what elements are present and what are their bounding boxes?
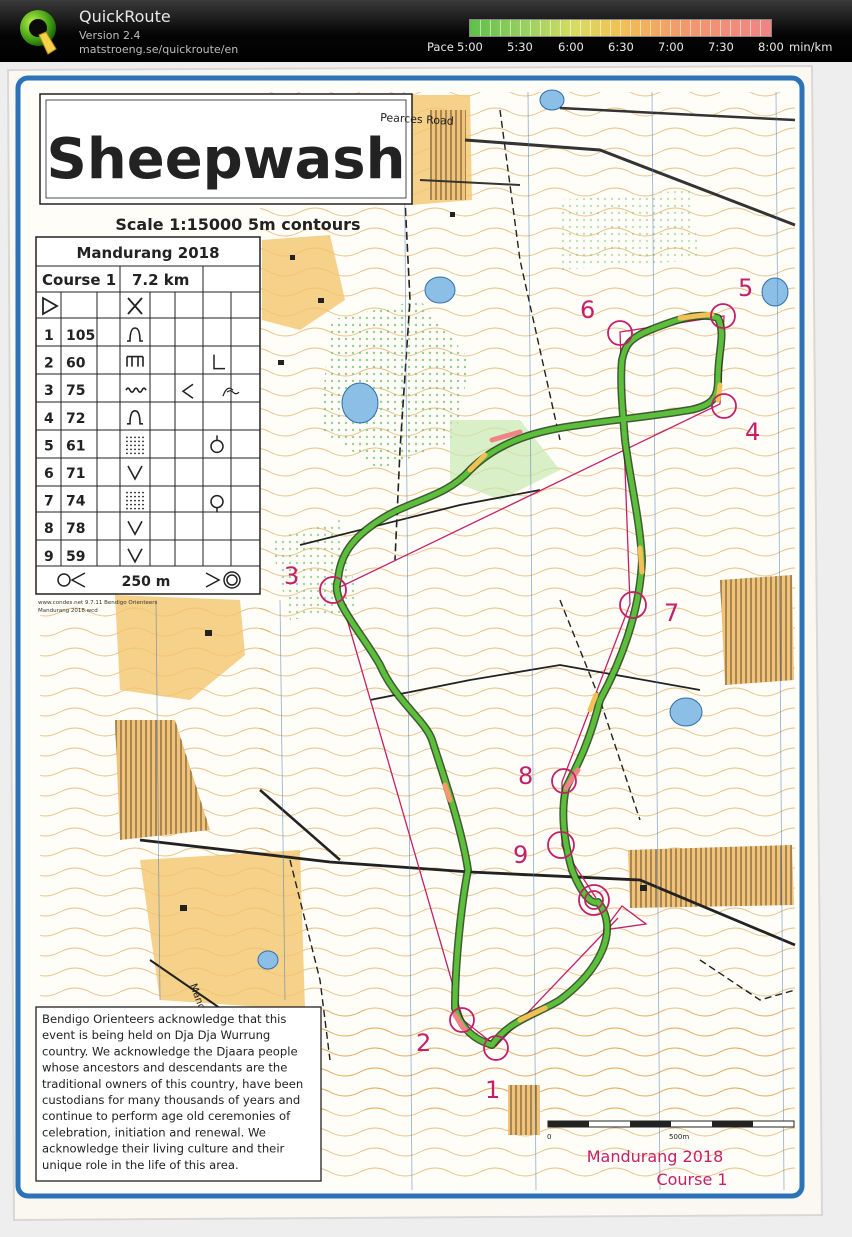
vegetation-dot	[142, 504, 144, 506]
vegetation-dot	[134, 449, 136, 451]
vegetation-dot	[142, 492, 144, 494]
vegetation-dot	[138, 508, 140, 510]
vegetation-dot	[126, 453, 128, 455]
pace-scale-segment	[590, 20, 591, 36]
pace-scale-segment	[750, 20, 751, 36]
pace-tick-label: 7:00	[658, 40, 684, 54]
pace-tick-label: 7:30	[708, 40, 734, 54]
control-number: 9	[44, 548, 54, 565]
software-credit-2: Mandurang 2018.wcd	[38, 608, 98, 614]
vegetation-dot	[134, 437, 136, 439]
vegetation-dot	[142, 453, 144, 455]
vegetation-dot	[138, 504, 140, 506]
pace-tick-label: 5:30	[507, 40, 533, 54]
pace-scale-segment	[540, 20, 541, 36]
control-code: 74	[66, 493, 86, 510]
pace-color-scale	[469, 19, 772, 37]
pace-scale-segment	[520, 20, 521, 36]
vegetation-dot	[142, 437, 144, 439]
vegetation-dot	[138, 441, 140, 443]
event-name: Mandurang 2018	[76, 244, 220, 262]
control-number: 4	[44, 410, 54, 427]
pace-scale-segment	[570, 20, 571, 36]
pace-scale-segment	[720, 20, 721, 36]
acknowledgement-line: unique role in the life of this area.	[42, 1157, 239, 1172]
vegetation-dot	[130, 441, 132, 443]
pace-scale-segment	[630, 20, 631, 36]
pace-scale-segment	[710, 20, 711, 36]
control-number: 2	[44, 355, 54, 372]
pace-scale-segment	[580, 20, 581, 36]
course-name: Course 1	[42, 271, 117, 289]
road-label: Pearces Road	[379, 111, 455, 128]
pace-scale-segment	[510, 20, 511, 36]
vegetation-dot	[138, 453, 140, 455]
vegetation-dot	[134, 492, 136, 494]
pace-scale-segment	[660, 20, 661, 36]
vegetation-dot	[138, 496, 140, 498]
orienteering-map[interactable]	[0, 62, 852, 1237]
vegetation-dot	[142, 449, 144, 451]
pace-scale-segment	[650, 20, 651, 36]
vegetation-dot	[134, 508, 136, 510]
control-code: 59	[66, 548, 86, 565]
pace-prefix-label: Pace	[427, 40, 454, 54]
vegetation-dot	[130, 496, 132, 498]
vegetation-dot	[130, 449, 132, 451]
control-number: 8	[44, 521, 54, 538]
acknowledgement-line: traditional owners of this country, have been	[42, 1076, 304, 1091]
control-number: 5	[44, 438, 54, 455]
vegetation-dot	[138, 492, 140, 494]
control-label: 1	[485, 1076, 501, 1104]
acknowledgement-line: country. We acknowledge the Djaara people	[42, 1044, 298, 1059]
vegetation-dot	[130, 445, 132, 447]
vegetation-dot	[138, 449, 140, 451]
vegetation-dot	[138, 500, 140, 502]
vegetation-dot	[126, 496, 128, 498]
software-credit: www.condes.net 9.7.11 Bendigo Orienteers	[38, 600, 158, 606]
scale-500m: 500m	[669, 1133, 690, 1141]
vegetation-dot	[134, 441, 136, 443]
app-name: QuickRoute	[79, 7, 171, 26]
pace-scale-segment	[740, 20, 741, 36]
pace-tick-label: 5:00	[457, 40, 483, 54]
map-title: Sheepwash	[46, 127, 406, 192]
vegetation-dot	[126, 500, 128, 502]
control-label: 8	[518, 762, 534, 790]
quickroute-logo-icon	[18, 8, 62, 56]
control-number: 3	[44, 383, 54, 400]
pace-scale-segment	[620, 20, 621, 36]
map-scale-text: Scale 1:15000 5m contours	[115, 215, 361, 234]
vegetation-dot	[130, 508, 132, 510]
control-label: 9	[513, 841, 529, 869]
control-code: 105	[66, 328, 96, 344]
control-description-table	[36, 237, 260, 614]
vegetation-dot	[126, 492, 128, 494]
scale-zero: 0	[547, 1133, 552, 1141]
acknowledgement-line: continue to perform age old ceremonies of	[42, 1109, 291, 1124]
vegetation-dot	[126, 441, 128, 443]
control-code: 71	[66, 466, 86, 482]
pace-tick-label: 6:30	[608, 40, 634, 54]
pace-scale-segment	[640, 20, 641, 36]
pace-scale-segment	[680, 20, 681, 36]
vegetation-dot	[138, 445, 140, 447]
control-code: 78	[66, 521, 86, 538]
vegetation-dot	[134, 445, 136, 447]
pace-scale-segment	[560, 20, 561, 36]
pace-scale-segment	[730, 20, 731, 36]
pace-scale-segment	[500, 20, 501, 36]
vegetation-dot	[130, 453, 132, 455]
control-label: 2	[416, 1029, 432, 1057]
vegetation-dot	[130, 504, 132, 506]
finish-distance: 250 m	[121, 574, 171, 590]
pace-scale-segment	[610, 20, 611, 36]
app-version: Version 2.4	[79, 29, 141, 42]
vegetation-dot	[142, 445, 144, 447]
vegetation-dot	[138, 437, 140, 439]
vegetation-dot	[134, 496, 136, 498]
vegetation-dot	[126, 437, 128, 439]
control-label: 4	[745, 418, 761, 446]
control-code: 72	[66, 410, 86, 427]
course-length: 7.2 km	[132, 271, 190, 289]
control-number: 7	[44, 493, 54, 510]
acknowledgement-line: Bendigo Orienteers acknowledge that this	[42, 1012, 287, 1026]
vegetation-dot	[126, 504, 128, 506]
vegetation-dot	[130, 500, 132, 502]
control-number: 6	[44, 466, 54, 482]
vegetation-dot	[130, 492, 132, 494]
pace-scale-segment	[490, 20, 491, 36]
pace-scale-segment	[530, 20, 531, 36]
control-code: 61	[66, 438, 86, 455]
vegetation-dot	[134, 500, 136, 502]
acknowledgement-line: event is being held on Dja Dja Wurrung	[42, 1028, 271, 1043]
vegetation-dot	[134, 504, 136, 506]
pace-scale-segment	[670, 20, 671, 36]
control-label: 6	[580, 296, 596, 324]
pace-scale-segment	[700, 20, 701, 36]
control-number: 1	[44, 328, 54, 344]
vegetation-dot	[142, 508, 144, 510]
pace-scale-segment	[690, 20, 691, 36]
control-code: 75	[66, 383, 86, 400]
pace-scale-segment	[550, 20, 551, 36]
vegetation-dot	[142, 441, 144, 443]
acknowledgement-line: acknowledge their living culture and their	[42, 1141, 285, 1156]
vegetation-dot	[142, 500, 144, 502]
pace-scale-segment	[480, 20, 481, 36]
footer-event: Mandurang 2018	[586, 1147, 724, 1166]
pace-tick-label: 8:00	[758, 40, 784, 54]
pace-scale-segment	[760, 20, 761, 36]
app-url[interactable]: matstroeng.se/quickroute/en	[79, 43, 239, 56]
pace-tick-label: 6:00	[558, 40, 584, 54]
control-label: 5	[738, 274, 754, 302]
vegetation-dot	[126, 508, 128, 510]
control-label: 3	[284, 562, 300, 590]
vegetation-dot	[126, 449, 128, 451]
app-header	[0, 0, 852, 62]
control-label: 7	[664, 599, 680, 627]
vegetation-dot	[142, 496, 144, 498]
acknowledgement-line: celebration, initiation and renewal. We	[42, 1125, 266, 1140]
acknowledgement-line: whose ancestors and descendants are the	[42, 1060, 288, 1075]
control-code: 60	[66, 355, 86, 372]
vegetation-dot	[126, 445, 128, 447]
vegetation-dot	[130, 437, 132, 439]
vegetation-dot	[134, 453, 136, 455]
acknowledgement-line: custodians for many thousands of years and	[42, 1093, 301, 1107]
pace-unit-label: min/km	[789, 40, 833, 54]
pace-scale-segment	[600, 20, 601, 36]
footer-course: Course 1	[656, 1170, 728, 1189]
